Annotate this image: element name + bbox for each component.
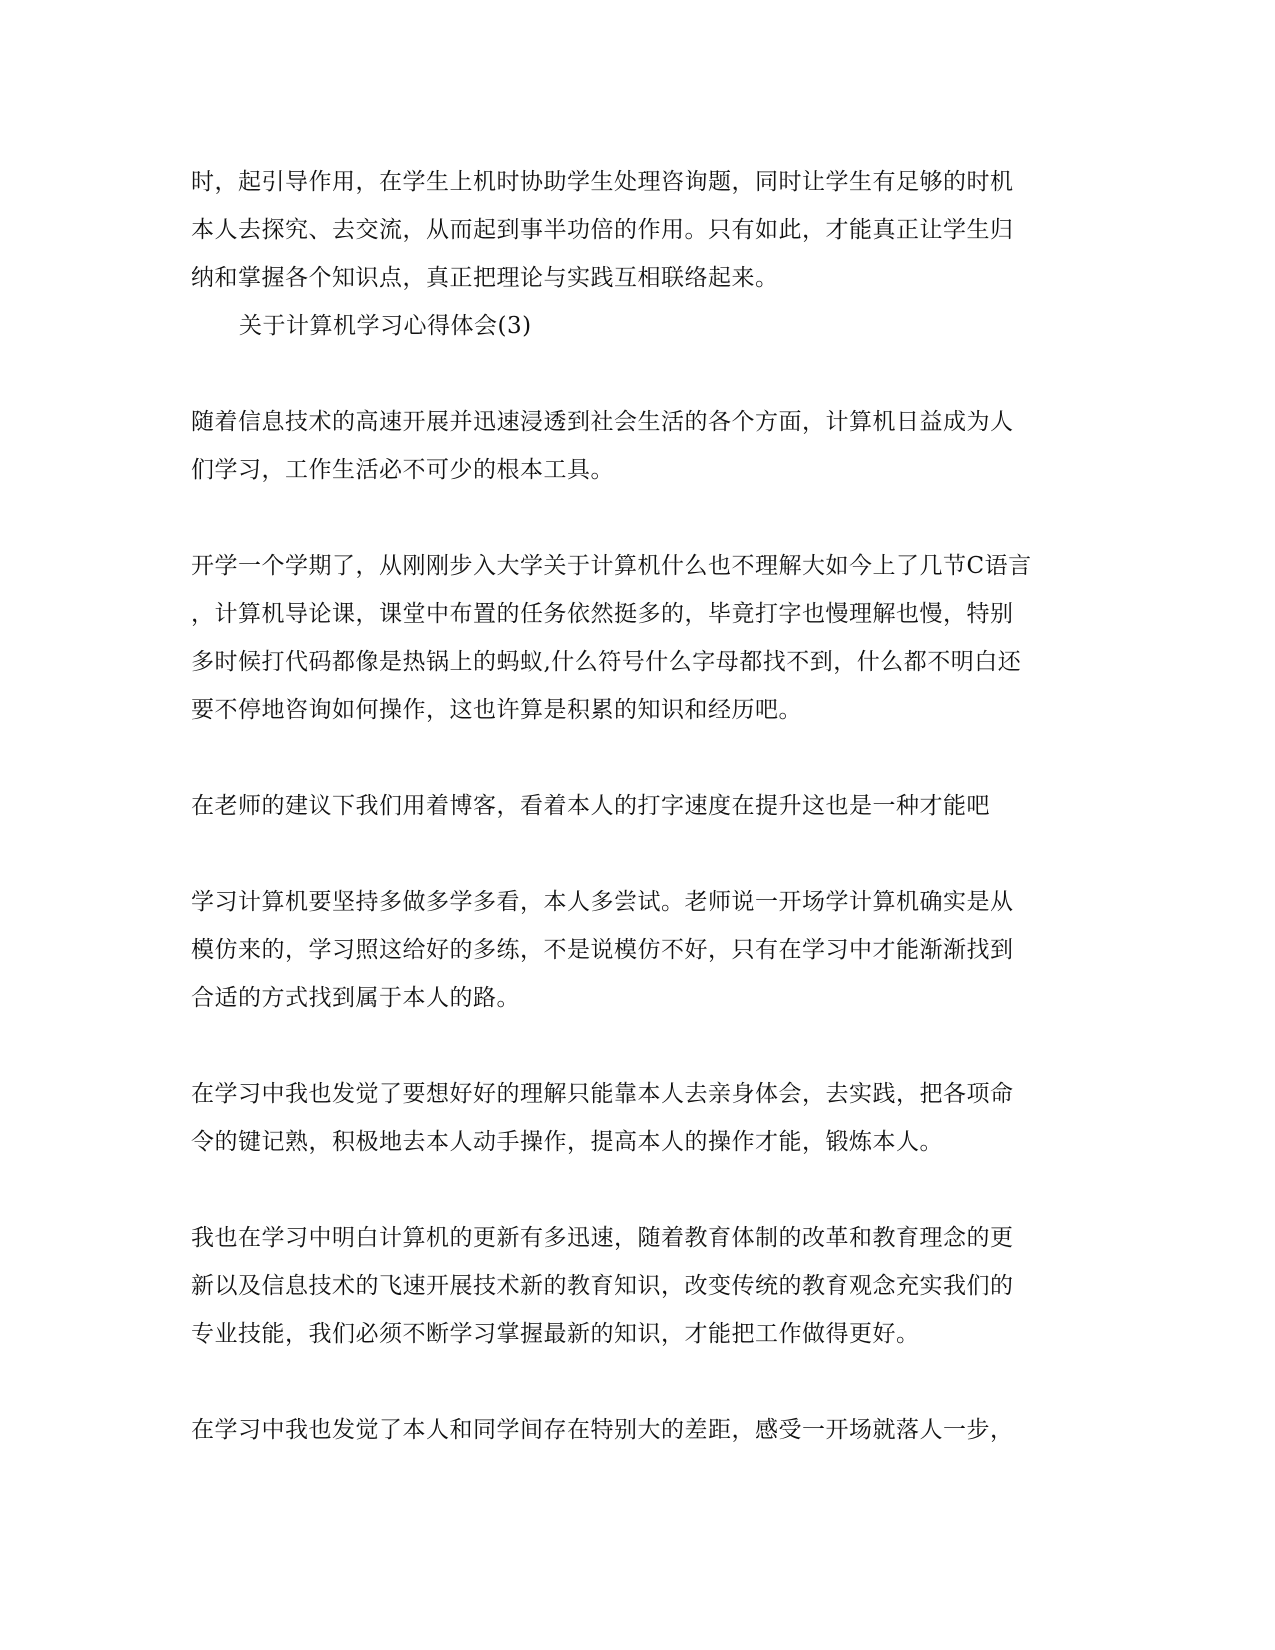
text-line: 多时候打代码都像是热锅上的蚂蚁,什么符号什么字母都找不到，什么都不明白还 <box>191 649 1022 675</box>
text-line: 随着信息技术的高速开展并迅速浸透到社会生活的各个方面，计算机日益成为人 <box>191 409 1014 435</box>
text-line: 模仿来的，学习照这给好的多练，不是说模仿不好，只有在学习中才能渐渐找到 <box>191 937 1014 963</box>
paragraph-gap <box>191 494 1086 542</box>
paragraph-gap <box>191 734 1086 782</box>
text-line: 专业技能，我们必须不断学习掌握最新的知识，才能把工作做得更好。 <box>191 1321 920 1347</box>
document-body <box>191 158 1086 1454</box>
paragraph-gap <box>191 1166 1086 1214</box>
text-line: ，计算机导论课，课堂中布置的任务依然挺多的，毕竟打字也慢理解也慢，特别 <box>191 601 1014 627</box>
text-line: 新以及信息技术的飞速开展技术新的教育知识，改变传统的教育观念充实我们的 <box>191 1273 1014 1299</box>
text-line: 令的键记熟，积极地去本人动手操作，提高本人的操作才能，锻炼本人。 <box>191 1129 943 1155</box>
text-line: 开学一个学期了，从刚刚步入大学关于计算机什么也不理解大如今上了几节C语言 <box>191 553 1032 579</box>
text-line: 合适的方式找到属于本人的路。 <box>191 985 520 1011</box>
text-line: 我也在学习中明白计算机的更新有多迅速，随着教育体制的改革和教育理念的更 <box>191 1225 1014 1251</box>
text-line: 纳和掌握各个知识点，真正把理论与实践互相联络起来。 <box>191 265 779 291</box>
text-line: 时，起引导作用，在学生上机时协助学生处理咨询题，同时让学生有足够的时机 <box>191 169 1014 195</box>
paragraph-gap <box>191 350 1086 398</box>
text-line: 们学习，工作生活必不可少的根本工具。 <box>191 457 614 483</box>
text-line: 要不停地咨询如何操作，这也许算是积累的知识和经历吧。 <box>191 697 802 723</box>
text-line: 本人去探究、去交流，从而起到事半功倍的作用。只有如此，才能真正让学生归 <box>191 217 1014 243</box>
paragraph-gap <box>191 1358 1086 1406</box>
section-heading: 关于计算机学习心得体会(3) <box>239 313 532 339</box>
paragraph-gap <box>191 1022 1086 1070</box>
paragraph-gap <box>191 830 1086 878</box>
text-line: 在老师的建议下我们用着博客，看着本人的打字速度在提升这也是一种才能吧 <box>191 793 990 819</box>
text-line: 在学习中我也发觉了本人和同学间存在特别大的差距，感受一开场就落人一步， <box>191 1417 1014 1443</box>
text-line: 学习计算机要坚持多做多学多看，本人多尝试。老师说一开场学计算机确实是从 <box>191 889 1014 915</box>
text-line: 在学习中我也发觉了要想好好的理解只能靠本人去亲身体会，去实践，把各项命 <box>191 1081 1014 1107</box>
